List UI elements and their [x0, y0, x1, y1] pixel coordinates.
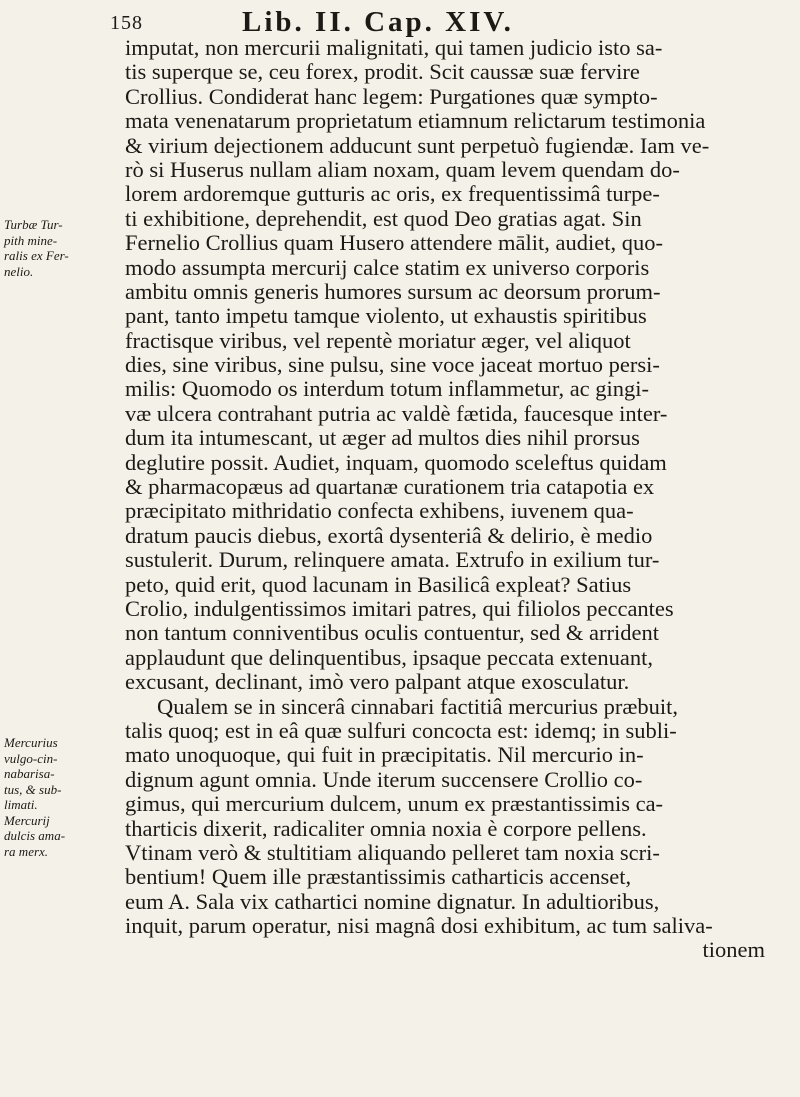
margin-note-line: Mercurius — [4, 735, 58, 750]
running-title: Lib. II. Cap. XIV. — [242, 6, 514, 38]
text-line: non tantum conniventibus oculis contuentur, sed & arrident — [125, 620, 659, 646]
text-line: dies, sine viribus, sine pulsu, sine voce jaceat mortuo persi- — [125, 352, 660, 378]
margin-note-line: Mercurij — [4, 812, 50, 828]
margin-note-line: ra merx. — [4, 843, 49, 859]
text-line: & pharmacopæus ad quartanæ curationem tria catapotia ex — [125, 474, 655, 500]
text-line: ti exhibitione, deprehendit, est quod Deo gratias agat. Sin — [125, 205, 642, 231]
text-line: dignum agunt omnia. Unde iterum succensere Crollio co- — [125, 766, 643, 792]
text-line: peto, quid erit, quod lacunam in Basilicâ expleat? Satius — [125, 571, 632, 597]
text-line: dratum paucis diebus, exortâ dysenteriâ & delirio, è medio — [125, 522, 653, 548]
text-line: Crollius. Condiderat hanc legem: Purgationes quæ sympto- — [125, 83, 658, 109]
margin-note-line: ralis ex Fer- — [4, 248, 69, 263]
margin-note-line: nelio. — [4, 263, 34, 279]
margin-note-line: limati. — [4, 797, 38, 812]
text-line: pant, tanto impetu tamque violento, ut exhaustis spiritibus — [125, 303, 647, 329]
text-line: Vtinam verò & stultitiam aliquando pelleret tam noxia scri- — [125, 839, 660, 865]
text-line: excusant, declinant, imò vero palpant atque exosculatur. — [125, 669, 630, 695]
text-line: mata venenatarum proprietatum etiamnum relictarum testimonia — [125, 108, 706, 134]
text-line: imputat, non mercurii malignitati, qui tamen judicio isto sa- — [125, 35, 663, 60]
margin-note-line: Turbæ Tur- — [4, 217, 63, 232]
text-line: rò si Huserus nullam aliam noxam, quam levem quendam do- — [125, 156, 680, 182]
text-line: applaudunt que delinquentibus, ipsaque peccata extenuant, — [125, 644, 653, 670]
text-line: eum A. Sala vix cathartici nomine dignatur. In adultioribus, — [125, 888, 660, 914]
margin-note-line: nabarisa- — [4, 766, 55, 781]
text-line: mato unoquoque, qui fuit in præcipitatis. Nil mercurio in- — [125, 742, 644, 768]
margin-note-line: tus, & sub- — [4, 781, 62, 797]
margin-note-line: vulgo-cin- — [4, 750, 58, 766]
text-line: Fernelio Crollius quam Husero attendere mālit, audiet, quo- — [125, 230, 663, 256]
text-line: Qualem se in sincerâ cinnabari factitiâ mercurius præbuit, — [157, 693, 679, 719]
text-line: lorem ardoremque gutturis ac oris, ex frequentissimâ turpe- — [125, 181, 660, 207]
text-line: modo assumpta mercurij calce statim ex universo corporis — [125, 254, 650, 280]
text-line: ambitu omnis generis humores sursum ac deorsum prorum- — [125, 278, 661, 304]
text-line: tharticis dixerit, radicaliter omnia noxia è corpore pellens. — [125, 815, 647, 841]
text-line: bentium! Quem ille præstantissimis catharticis accenset, — [125, 864, 632, 890]
text-line: fractisque viribus, vel repentè moriatur æger, vel aliquot — [125, 327, 631, 353]
text-line: sustulerit. Durum, relinquere amata. Extrufo in exilium tur- — [125, 547, 660, 573]
text-line: gimus, qui mercurium dulcem, unum ex præstantissimis ca- — [125, 791, 664, 817]
text-line: præcipitato mithridatio confecta exhibens, iuvenem qua- — [125, 498, 634, 524]
text-line: inquit, parum operatur, nisi magnâ dosi exhibitum, ac tum saliva- — [125, 913, 713, 939]
body-text — [125, 36, 765, 963]
margin-note-line: dulcis ama- — [4, 828, 66, 843]
page-number: 158 — [110, 12, 143, 34]
margin-note-line: pith mine- — [4, 232, 58, 248]
text-line: Crolio, indulgentissimos imitari patres, qui filiolos peccantes — [125, 595, 674, 621]
text-line: tis superque se, ceu forex, prodit. Scit caussæ suæ fervire — [125, 59, 640, 85]
text-line: talis quoq; est in eâ quæ sulfuri concocta est: idemq; in subli- — [125, 717, 677, 743]
text-line: væ ulcera contrahant putria ac valdè fætida, faucesque inter- — [125, 400, 668, 426]
margin-note-mercurius — [4, 735, 112, 859]
text-line: & virium dejectionem adducunt sunt perpetuò fugiendæ. Iam ve- — [125, 132, 710, 158]
text-line: milis: Quomodo os interdum totum inflammetur, ac gingi- — [125, 376, 650, 402]
text-line: deglutire possit. Audiet, inquam, quomodo sceleftus quidam — [125, 449, 667, 475]
text-line: dum ita intumescant, ut æger ad multos dies nihil prorsus — [125, 425, 640, 451]
catchword: tionem — [702, 937, 765, 963]
margin-note-turbith — [4, 217, 112, 279]
